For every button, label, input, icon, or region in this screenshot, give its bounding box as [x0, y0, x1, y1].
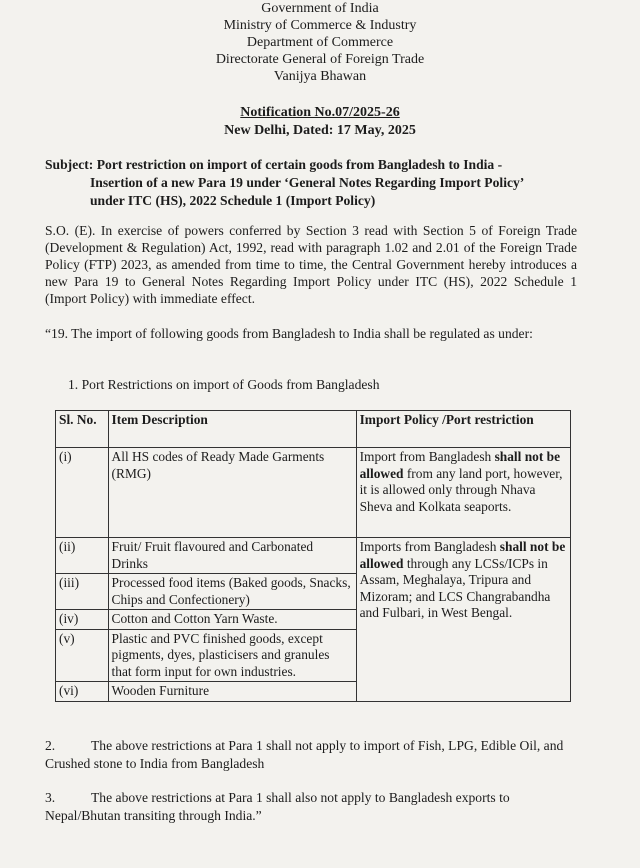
policy-cell-seaports	[356, 448, 570, 538]
header-government: Government of India	[261, 1, 379, 16]
table-header-row	[56, 411, 571, 448]
row-item: Wooden Furniture	[108, 682, 356, 702]
table-row	[56, 448, 571, 538]
header-sl-no: Sl. No.	[56, 411, 109, 448]
note-3-text: The above restrictions at Para 1 shall also not apply to Bangladesh exports to Nepal/Bhutan transiting through India.”	[45, 790, 510, 823]
notification-number	[0, 104, 640, 122]
notification-number-text: Notification No.07/2025-26	[240, 105, 400, 120]
port-restriction-table	[55, 410, 571, 702]
note-2	[45, 737, 585, 773]
row-number: (vi)	[56, 682, 109, 702]
note-2-text: The above restrictions at Para 1 shall not apply to import of Fish, LPG, Edible Oil, and Crushed stone to India from Bangladesh	[45, 738, 564, 771]
policy2-post: through any LCSs/ICPs in Assam, Meghalaya, Tripura and Mizoram; and LCS Changrabandha and Fulbari, in West Bengal.	[359, 555, 551, 620]
notification-date: New Delhi, Dated: 17 May, 2025	[224, 123, 416, 138]
list-title: 1. Port Restrictions on import of Goods from Bangladesh	[68, 377, 380, 392]
row-number: (iv)	[56, 610, 109, 630]
note-3-number: 3.	[45, 790, 56, 805]
row-number: (ii)	[56, 538, 109, 574]
subject-line-1: Subject: Port restriction on import of certain goods from Bangladesh to India -	[45, 157, 503, 172]
note-3	[45, 789, 585, 825]
row-item: All HS codes of Ready Made Garments (RMG)	[108, 448, 356, 538]
table-row	[56, 538, 571, 574]
subject-line-3: under ITC (HS), 2022 Schedule 1 (Import Policy)	[90, 193, 376, 208]
header-building: Vanijya Bhawan	[273, 69, 367, 84]
note-2-number: 2.	[45, 738, 56, 753]
policy1-bold: shall not be allowed	[359, 449, 561, 481]
para-19-intro: “19. The import of following goods from Bangladesh to India shall be regulated as under:	[45, 326, 533, 341]
header-item-description: Item Description	[108, 411, 356, 448]
row-item: Processed food items (Baked goods, Snacks, Chips and Confectionery)	[108, 574, 356, 610]
header-department: Department of Commerce	[246, 35, 394, 50]
row-number: (i)	[56, 448, 109, 538]
header-directorate: Directorate General of Foreign Trade	[215, 52, 425, 67]
row-item: Cotton and Cotton Yarn Waste.	[108, 610, 356, 630]
policy2-bold: shall not be allowed	[359, 539, 566, 571]
header-import-policy: Import Policy /Port restriction	[356, 411, 570, 448]
policy2-pre: Imports from Bangladesh	[359, 539, 500, 554]
subject	[45, 156, 585, 210]
row-item: Fruit/ Fruit flavoured and Carbonated Drinks	[108, 538, 356, 574]
policy-cell-land-ports	[356, 538, 570, 702]
policy1-post: from any land port, however, it is allowed only through Nhava Sheva and Kolkata seaports.	[359, 465, 563, 514]
policy1-pre: Import from Bangladesh	[359, 449, 495, 464]
header-ministry: Ministry of Commerce & Industry	[223, 18, 417, 33]
row-number: (iii)	[56, 574, 109, 610]
subject-line-2: Insertion of a new Para 19 under ‘General Notes Regarding Import Policy’	[90, 175, 525, 190]
so-paragraph: S.O. (E). In exercise of powers conferred by Section 3 read with Section 5 of Foreign Trade (Development & Regulation) Act, 1992, read with paragraph 1.02 and 2.01 of the Foreign Trade Policy (FTP) 2023, as amended from time to time, the Central Government hereby introduces a new Para 19 to General Notes Regarding Import Policy under ITC (HS), 2022 Schedule 1 (Import Policy) with immediate effect.	[45, 223, 577, 306]
row-item: Plastic and PVC finished goods, except pigments, dyes, plasticisers and granules that form input for own industries.	[108, 629, 356, 682]
row-number: (v)	[56, 629, 109, 682]
